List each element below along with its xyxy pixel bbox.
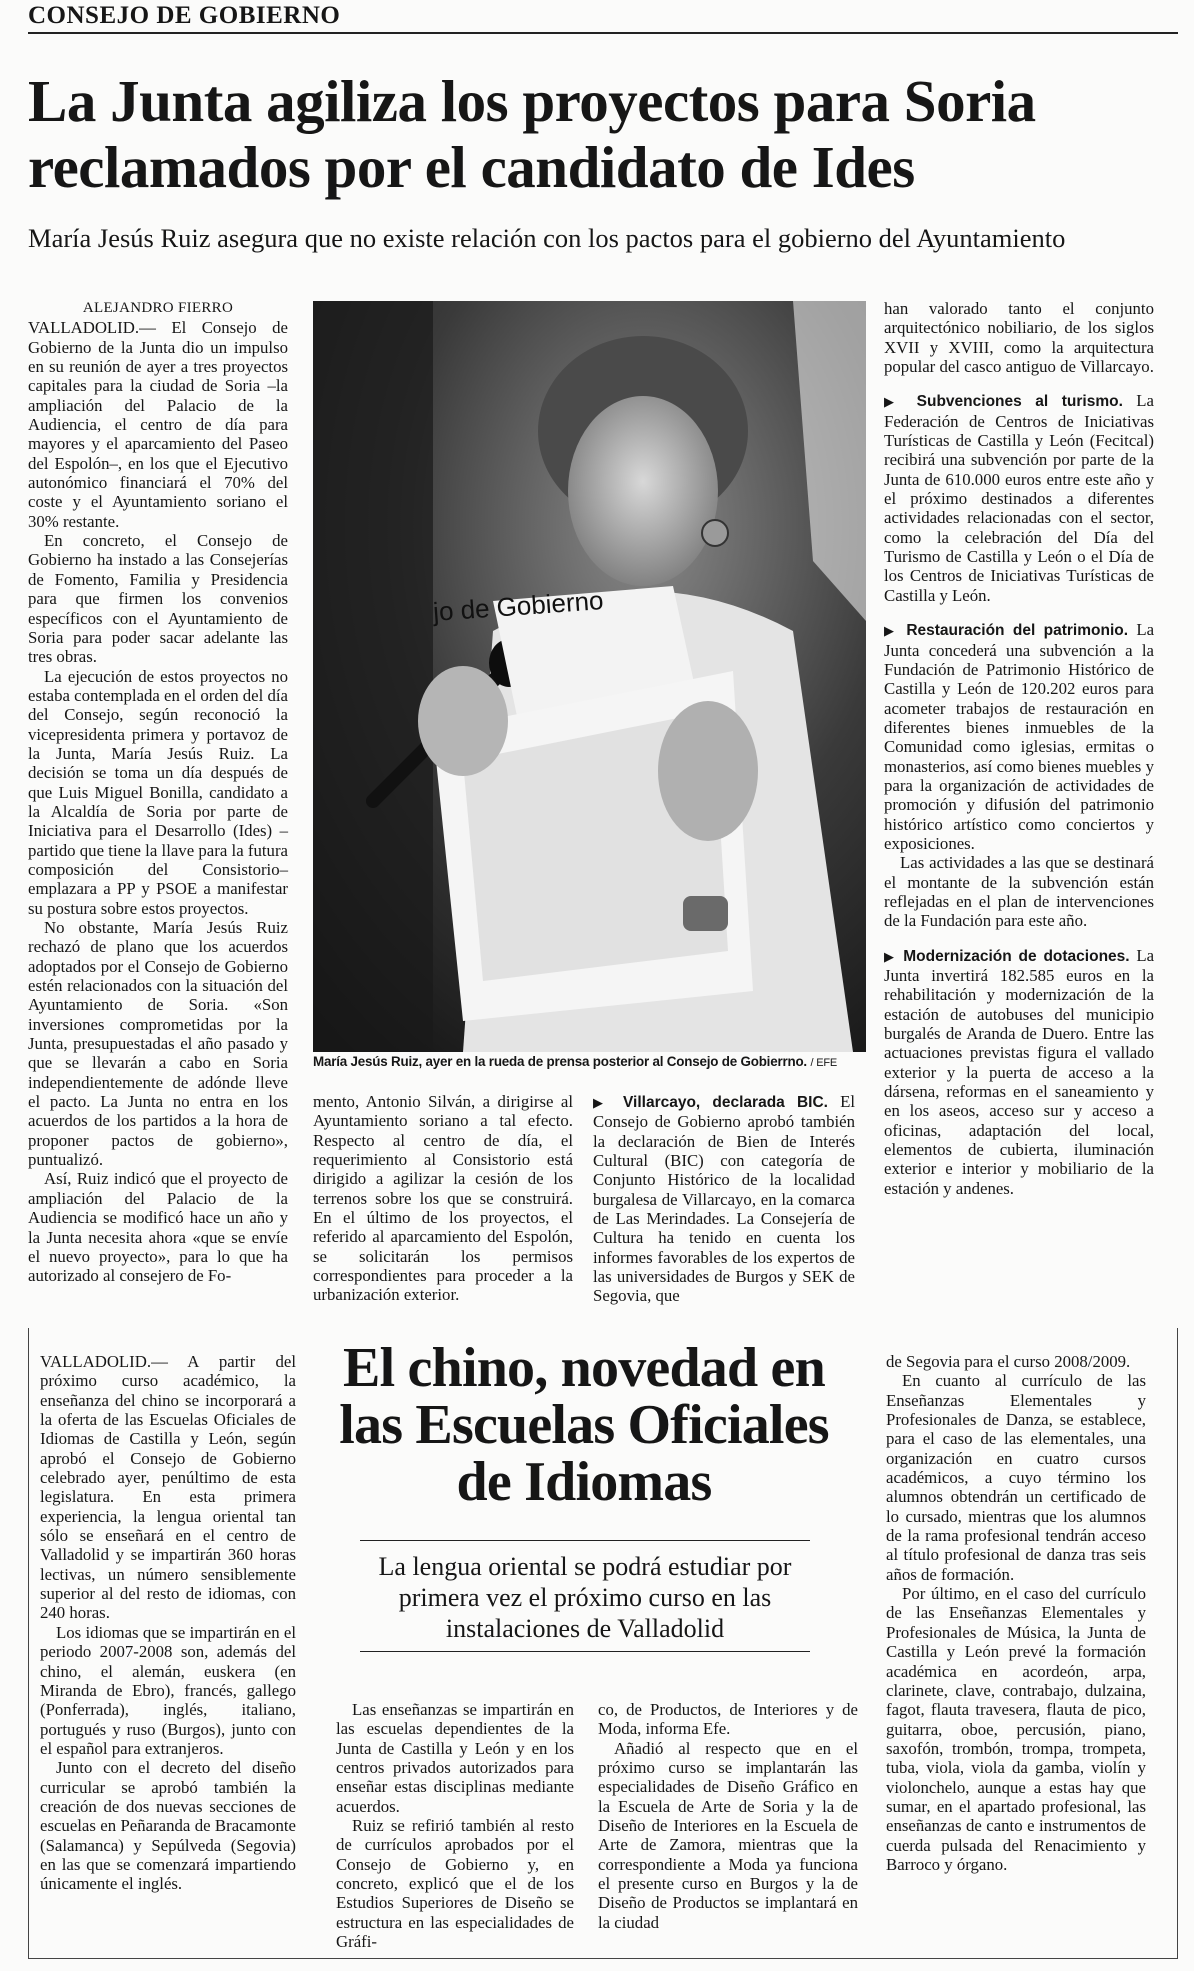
article-col-2: [313, 1092, 573, 1305]
section-label: CONSEJO DE GOBIERNO: [28, 2, 341, 29]
paragraph: En cuanto al currículo de las Enseñanzas Elementales y Profesionales de Danza, se establece, para el caso de las elementales, una organización en cuatro cursos académicos, a cuyo término los alumnos obtendrán un certificado de lo cursado, mientras que los alumnos de la rama profesional tendrán acceso al título profesional de danza tras seis años de formación.: [886, 1371, 1146, 1584]
triangle-bullet-icon: ▶: [593, 1095, 611, 1110]
paragraph: VALLADOLID.— El Consejo de Gobierno de la Junta dio un impulso en su reunión de ayer a tres proyectos capitales para la ciudad de Soria –la ampliación del Palacio de la Audiencia, el centro de día para mayores y el aparcamiento del Paseo del Espolón–, en los que el Ejecutivo autonómico financiará el 70% del coste y el Ayuntamiento soriano el 30% restante.: [28, 318, 288, 531]
press-photo: [313, 301, 866, 1052]
paragraph-text: La Junta concederá una subvención a la Fundación de Patrimonio Histórico de Castilla y León de 120.202 euros para acometer trabajos de restauración en diferentes bienes inmuebles de la Comunidad como iglesias, ermitas o monasterios, así como bienes muebles y para la organización de actividades de promoción y difusión del patrimonio histórico artístico como conciertos y exposiciones.: [884, 620, 1155, 853]
paragraph: Añadió al respecto que en el próximo curso se implantarán las especialidades de Diseño Gráfico en la Escuela de Arte de Soria y la de Diseño de Interiores en la Escuela de Arte de Zamora, mientras que la correspondiente a Moda ya funciona el presente curso en Burgos y la de Diseño de Productos se implantará en la ciudad: [598, 1738, 858, 1932]
paragraph: En concreto, el Consejo de Gobierno ha instado a las Consejerías de Fomento, Familia y Presidencia para que firmen los convenios específicos con el Ayuntamiento de Soria para poder sacar adelante las tres obras.: [28, 531, 288, 667]
leadin: Villarcayo, declarada BIC.: [622, 1094, 828, 1111]
article2-col-1: [40, 1352, 296, 1894]
byline: ALEJANDRO FIERRO: [82, 300, 234, 316]
photo-caption: [313, 1054, 866, 1069]
subhead: María Jesús Ruiz asegura que no existe relación con los pactos para el gobierno del Ayuntamiento: [28, 223, 1066, 253]
paragraph: La ejecución de estos proyectos no estaba contemplada en el orden del día del Consejo, según reconoció la vicepresidenta primera y portavoz de la Junta, María Jesús Ruiz. La decisión se toma un día después de que Luis Miguel Bonilla, candidato a la Alcaldía de Soria por parte de Iniciativa para el Desarrollo (Ides) –partido que tiene la llave para la futura composición del Consistorio– emplazara a PP y PSOE a manifestar su postura sobre estos proyectos.: [28, 666, 288, 918]
paragraph: Por último, en el caso del currículo de las Enseñanzas Elementales y Profesionales de Música, la Junta de Castilla y León prevé la formación académica en acordeón, arpa, clarinete, clave, contrabajo, dulzaina, fagot, flauta travesera, flauta de pico, guitarra, oboe, percusión, piano, saxofón, trombón, trompa, trompeta, tuba, viola, viola da gamba, violín y violonchelo, aunque a estas hay que sumar, en el apartado profesional, las enseñanzas de canto e instrumentos de cuerda pulsada del Renacimiento y Barroco y órgano.: [886, 1584, 1146, 1874]
article2-col-3: [598, 1700, 858, 1932]
paragraph: Las enseñanzas se impartirán en las escuelas dependientes de la Junta de Castilla y León y en los centros privados autorizados para enseñar estas disciplinas mediante acuerdos.: [336, 1700, 574, 1816]
article2-col-2: [336, 1700, 574, 1951]
paragraph: mento, Antonio Silván, a dirigirse al Ayuntamiento soriano a tal efecto. Respecto al centro de día, el requerimiento al Consistorio está dirigido a agilizar la cesión de los terrenos sobre los que se construirá. En el último de los proyectos, el referido al aparcamiento del Espolón, se solicitarán los permisos correspondientes para proceder a la urbanización exterior.: [313, 1092, 573, 1305]
paragraph: [884, 620, 1154, 853]
article-col-3: [593, 1092, 855, 1306]
headline: La Junta agiliza los proyectos para Soria reclamados por el candidato de Ides: [28, 68, 1036, 200]
paragraph: han valorado tanto el conjunto arquitectónico nobiliario, de los siglos XVII y XVIII, como la arquitectura popular del casco antiguo de Villarcayo.: [884, 299, 1154, 377]
paragraph: [884, 946, 1154, 1198]
leadin: Subvenciones al turismo.: [916, 393, 1123, 411]
paragraph: [593, 1092, 855, 1306]
photo-illustration: [313, 301, 866, 1052]
sign-text: jo de Gobierno: [432, 585, 605, 627]
paragraph: co, de Productos, de Interiores y de Moda, informa Efe.: [598, 1700, 858, 1739]
leadin: Modernización de dotaciones.: [903, 947, 1130, 965]
paragraph: Las actividades a las que se destinará el montante de la subvención están reflejadas en el plan de intervenciones de la Fundación para este año.: [884, 853, 1154, 931]
leadin: Restauración del patrimonio.: [906, 622, 1129, 640]
paragraph: Ruiz se refirió también al resto de currículos aprobados por el Consejo de Gobierno y, en concreto, explicó que el de los Estudios Superiores de Diseño se estructura en las especialidades de Gráfi-: [336, 1816, 574, 1952]
article2-subhead: La lengua oriental se podrá estudiar por primera vez el próximo curso en las instalaciones de Valladolid: [378, 1552, 792, 1643]
paragraph-text: La Junta invertirá 182.585 euros en la rehabilitación y modernización de la estación de autobuses del municipio burgalés de Aranda de Duero. Entre las actuaciones previstas figura el vallado exterior y la puerta de acceso a la dársena, reformas en el saneamiento y en los aseos, acceso sur y acceso a oficinas, adaptación del local, elementos de cubierta, iluminación exterior e interior y mobiliario de la estación y andenes.: [884, 945, 1155, 1198]
subhead-rule-bottom: [360, 1651, 810, 1652]
paragraph: Los idiomas que se impartirán en el periodo 2007-2008 son, además del chino, el alemán, euskera (en Miranda de Ebro), francés, gallego (Ponferrada), inglés, italiano, portugués y ruso (Burgos), junto con el español para extranjeros.: [40, 1622, 296, 1758]
article2-headline: El chino, novedad en las Escuelas Oficiales de Idiomas: [339, 1337, 829, 1513]
article-col-4: [884, 299, 1154, 1198]
article2-col-4: [886, 1352, 1146, 1874]
triangle-bullet-icon: ▶: [884, 948, 897, 964]
triangle-bullet-icon: ▶: [884, 623, 899, 639]
photo-credit: / EFE: [810, 1057, 837, 1069]
paragraph: Junto con el decreto del diseño curricular se aprobó también la creación de dos nuevas secciones de escuelas en Peñaranda de Bracamonte (Salamanca) y Sepúlveda (Segovia) en las que se comenzará impartiendo únicamente el inglés.: [40, 1758, 296, 1894]
paragraph: Así, Ruiz indicó que el proyecto de ampliación del Palacio de la Audiencia se modificó hace un año y la Junta necesita ahora «que se envíe el nuevo proyecto», para lo que ha autorizado al consejero de Fo-: [28, 1169, 288, 1286]
article-col-1: [28, 299, 288, 1286]
paragraph: No obstante, María Jesús Ruiz rechazó de plano que los acuerdos adoptados por el Consejo de Gobierno estén relacionados con la situación del Ayuntamiento de Soria. «Son inversiones comprometidas por la Junta, presupuestadas el año pasado y que se llevarán a cabo en Soria independientemente de adónde lleve el pacto. La Junta no entra en los acuerdos de los partidos a la hora de proponer pactos de gobierno», puntualizó.: [28, 918, 288, 1170]
paragraph-text: El Consejo de Gobierno aprobó también la declaración de Bien de Interés Cultural (BIC) con categoría de Conjunto Histórico de la localidad burgalesa de Villarcayo, en la comarca de Las Merindades. La Consejería de Cultura ha tenido en cuenta los informes favorables de los expertos de las universidades de Burgos y SEK de Segovia, que: [593, 1092, 855, 1306]
paragraph: VALLADOLID.— A partir del próximo curso académico, la enseñanza del chino se incorporará a la oferta de las Escuelas Oficiales de Idiomas de Castilla y León, según aprobó el Consejo de Gobierno celebrado ayer, penúltimo de esta legislatura. En esta primera experiencia, la lengua oriental tan sólo se enseñará en el centro de Valladolid y se impartirán 360 horas lectivas, un número sensiblemente superior al del resto de idiomas, con 240 horas.: [40, 1352, 296, 1623]
paragraph: de Segovia para el curso 2008/2009.: [886, 1352, 1131, 1371]
section-rule: [28, 32, 1178, 34]
subhead-rule-top: [360, 1540, 810, 1541]
paragraph-text: La Federación de Centros de Iniciativas Turísticas de Castilla y León (Fecitcal) recibirá una subvención por parte de la Junta de 610.000 euros entre este año y el próximo destinados a diferentes actividades relacionadas con el sector, como la celebración del Día del Turismo de Castilla y León o el Día de los Centros de Iniciativas Turísticas de Castilla y León.: [884, 391, 1154, 605]
paragraph: [884, 391, 1154, 605]
caption-text: María Jesús Ruiz, ayer en la rueda de prensa posterior al Consejo de Gobierrno.: [313, 1054, 807, 1069]
triangle-bullet-icon: ▶: [884, 394, 904, 410]
